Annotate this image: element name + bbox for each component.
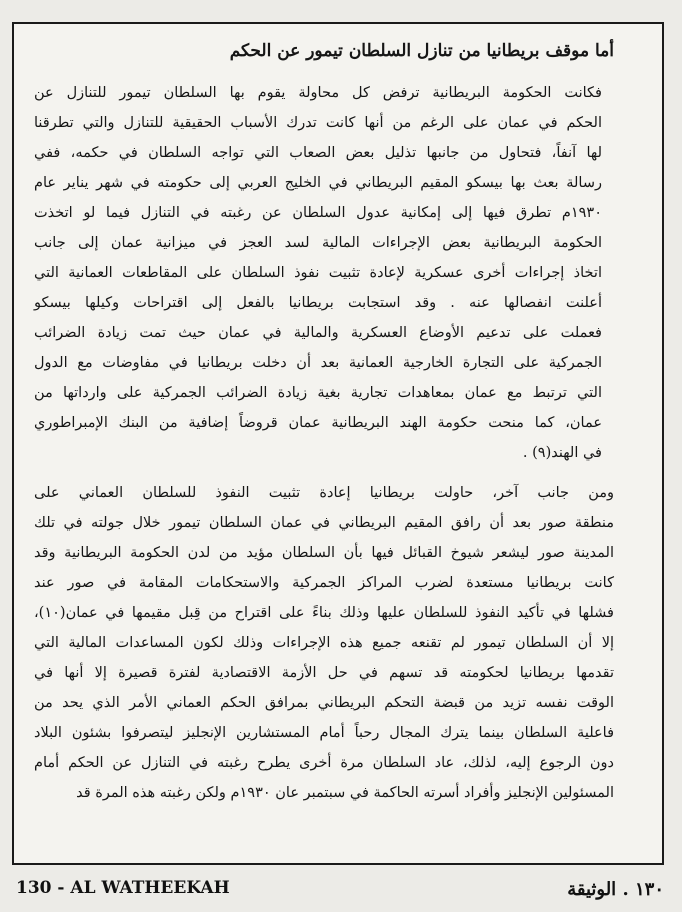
- section-heading: أما موقف بريطانيا من تنازل السلطان تيمور عن الحكم: [229, 41, 614, 61]
- paragraph-2: [34, 478, 642, 808]
- footer-page-label-arabic: ١٣٠ . الوثيقة: [567, 879, 664, 900]
- text-line: المسئولين الإنجليز وأفراد أسرته الحاكمة في سبتمبر عان ١٩٣٠م ولكن رغبته هذه المرة قد: [76, 785, 614, 801]
- paragraph-1: [34, 78, 642, 468]
- text-line: ١٩٣٠م تطرق فيها إلى إمكانية عدول السلطان عن رغبته في التنازل فيما لو اتخذت: [34, 205, 602, 221]
- text-line: تقدمها بريطانيا لحكومته قد تسهم في حل الأزمة الاقتصادية لفترة قصيرة إلا أنها في: [34, 665, 614, 681]
- text-frame: [12, 22, 664, 865]
- text-line: فعملت على تدعيم الأوضاع العسكرية والمالية في عمان حيث تمت زيادة الضرائب: [34, 325, 602, 341]
- footer-page-label-latin: 130 - AL WATHEEKAH: [16, 878, 230, 898]
- text-line: أعلنت انفصالها عنه . وقد استجابت بريطانيا بالفعل إلى اقتراحات وكيلها بيسكو: [34, 295, 602, 311]
- text-line: الحكومة البريطانية بعض الإجراءات المالية لسد العجز في ميزانية عمان إلى جانب: [34, 235, 602, 251]
- text-line: لها آنفاً، فتحاول من جانبها تذليل بعض الصعاب التي تواجه السلطان في حكمه، ففي: [34, 145, 602, 161]
- text-line: كانت بريطانيا مستعدة لضرب المراكز الجمركية والاستحكامات المقامة في صور عند: [34, 575, 614, 591]
- text-line: دون الرجوع إليه، لذلك، عاد السلطان مرة أخرى يطرح رغبته في التنازل عن الحكم أمام: [34, 755, 614, 771]
- text-line: فشلها في تأكيد النفوذ للسلطان عليها وذلك بناءً على اقتراح من قِبل مقيمها في عمان(١٠)،: [34, 605, 614, 621]
- text-line: التي ترتبط مع عمان بمعاهدات تجارية بغية زيادة الضرائب الجمركية على وارداتها من: [34, 385, 602, 401]
- text-line: رسالة بعث بها بيسكو المقيم البريطاني في الخليج العربي إلى حكومته في شهر يناير عام: [34, 175, 602, 191]
- text-line: في الهند(٩) .: [522, 445, 602, 461]
- text-line: المدينة صور ليشعر شيوخ القبائل فيها بأن السلطان مؤيد من لدن الحكومة البريطانية وقد: [34, 545, 614, 561]
- text-line: فكانت الحكومة البريطانية ترفض كل محاولة يقوم بها السلطان تيمور للتنازل عن: [34, 85, 602, 101]
- text-line: إلا أن السلطان تيمور لم تقنعه جميع هذه الإجراءات وذلك لكون المساعدات المالية التي: [34, 635, 614, 651]
- text-line: الجمركية على التجارة الخارجية العمانية بعد أن دخلت بريطانيا في مفاوضات مع الدول: [34, 355, 602, 371]
- text-line: منطقة صور بعد أن رافق المقيم البريطاني في عمان السلطان تيمور خلال جولته في تلك: [34, 515, 614, 531]
- text-line: فاعلية السلطان بينما يترك المجال رحباً أمام المستشارين الإنجليز ليتصرفوا بشئون البلاد: [34, 725, 614, 741]
- text-line: ومن جانب آخر، حاولت بريطانيا إعادة تثبيت النفوذ للسلطان العماني على: [34, 485, 614, 501]
- text-line: الوقت نفسه تزيد من قبضة التحكم البريطاني بمرافق الحكم العماني الأمر الذي يحد من: [34, 695, 614, 711]
- text-line: عمان، كما منحت حكومة الهند البريطانية عمان قروضاً إضافية من البنك الإمبراطوري: [34, 415, 602, 431]
- text-line: الحكم في عمان على الرغم من أنها كانت تدرك الأسباب الحقيقية للتنازل والتي تطرقنا: [34, 115, 602, 131]
- text-line: اتخاذ إجراءات أخرى عسكرية لإعادة تثبيت نفوذ السلطان على المقاطعات العمانية التي: [34, 265, 602, 281]
- article-content: [34, 38, 642, 853]
